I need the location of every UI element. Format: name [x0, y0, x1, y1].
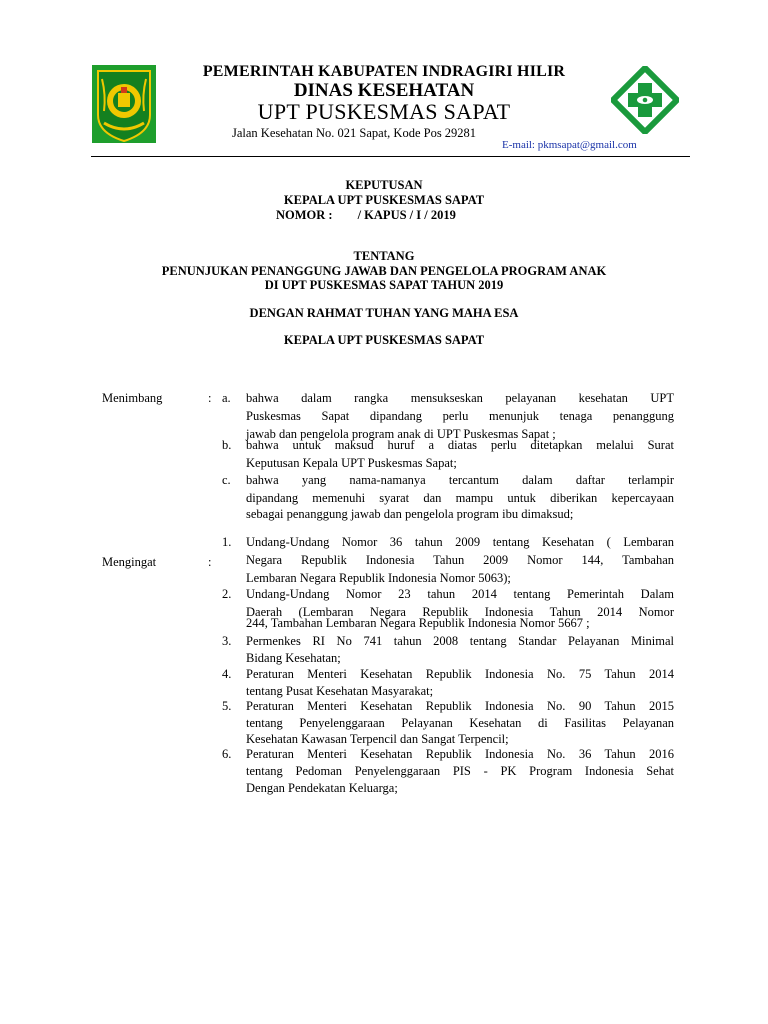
mengingat-item-4-line: Peraturan Menteri Kesehatan Republik Indonesia No. 75 Tahun 2014	[246, 667, 674, 681]
letterhead-email: E-mail: pkmsapat@gmail.com	[502, 139, 637, 151]
menimbang-item-b-mark: b.	[222, 438, 232, 452]
mengingat-item-1-line: Lembaran Negara Republik Indonesia Nomor 5063);	[246, 571, 511, 585]
mengingat-item-5-line: tentang Penyelenggaraan Pelayanan Kesehatan di Fasilitas Pelayanan	[246, 716, 674, 730]
mengingat-item-1-mark: 1.	[222, 535, 232, 549]
mengingat-item-2-line: 244, Tambahan Lembaran Negara Republik Indonesia Nomor 5667 ;	[246, 616, 590, 630]
invocation: DENGAN RAHMAT TUHAN YANG MAHA ESA	[249, 306, 519, 320]
mengingat-item-4-mark: 4.	[222, 667, 232, 681]
menimbang-item-c-line: dipandang memenuhi syarat dan mampu untuk diberikan kepercayaan	[246, 491, 674, 505]
authority-heading: KEPALA UPT PUSKESMAS SAPAT	[283, 333, 485, 347]
menimbang-item-c-line: bahwa yang nama-namanya tercantum dalam daftar terlampir	[246, 473, 674, 487]
mengingat-item-2-line: Daerah (Lembaran Negara Republik Indonesia Tahun 2014 Nomor	[246, 605, 674, 619]
menimbang-label: Menimbang	[102, 391, 163, 405]
mengingat-item-3-mark: 3.	[222, 634, 232, 648]
mengingat-item-3-line: Permenkes RI No 741 tahun 2008 tentang Standar Pelayanan Minimal	[246, 634, 674, 648]
about-heading: TENTANG	[353, 249, 415, 263]
menimbang-colon: :	[208, 391, 212, 405]
decree-number: NOMOR : / KAPUS / I / 2019	[276, 208, 456, 222]
letterhead-unit: UPT PUSKESMAS SAPAT	[257, 99, 511, 124]
menimbang-item-a-line: Puskesmas Sapat dipandang perlu menunjuk tenaga penanggung	[246, 409, 674, 423]
letterhead-government: PEMERINTAH KABUPATEN INDRAGIRI HILIR	[202, 63, 566, 80]
menimbang-item-a-line: jawab dan pengelola program anak di UPT Puskesmas Sapat ;	[246, 427, 556, 441]
mengingat-colon: :	[208, 555, 212, 569]
mengingat-item-6-mark: 6.	[222, 747, 232, 761]
menimbang-item-a-mark: a.	[222, 391, 231, 405]
mengingat-item-2-line: Undang-Undang Nomor 23 tahun 2014 tentang Pemerintah Dalam	[246, 587, 674, 601]
mengingat-item-6-line: tentang Pedoman Penyelenggaraan PIS - PK Program Indonesia Sehat	[246, 764, 674, 778]
mengingat-item-5-line: Kesehatan Kawasan Terpencil dan Sangat Terpencil;	[246, 732, 509, 746]
letterhead-agency: DINAS KESEHATAN	[293, 80, 475, 101]
mengingat-item-5-line: Peraturan Menteri Kesehatan Republik Indonesia No. 90 Tahun 2015	[246, 699, 674, 713]
mengingat-item-2-mark: 2.	[222, 587, 232, 601]
decree-issuer: KEPALA UPT PUSKESMAS SAPAT	[283, 193, 485, 207]
mengingat-item-1-line: Negara Republik Indonesia Tahun 2009 Nomor 144, Tambahan	[246, 553, 674, 567]
mengingat-item-4-line: tentang Pusat Kesehatan Masyarakat;	[246, 684, 434, 698]
subject-line-2: DI UPT PUSKESMAS SAPAT TAHUN 2019	[264, 278, 504, 292]
menimbang-item-c-line: sebagai penanggung jawab dan pengelola program ibu dimaksud;	[246, 507, 574, 521]
letterhead-divider	[91, 156, 690, 157]
subject-line-1: PENUNJUKAN PENANGGUNG JAWAB DAN PENGELOLA PROGRAM ANAK	[161, 264, 607, 278]
menimbang-item-b-line: Keputusan Kepala UPT Puskesmas Sapat;	[246, 456, 457, 470]
mengingat-item-3-line: Bidang Kesehatan;	[246, 651, 341, 665]
menimbang-item-c-mark: c.	[222, 473, 231, 487]
menimbang-item-b-line: bahwa untuk maksud huruf a diatas perlu ditetapkan melalui Surat	[246, 438, 674, 452]
mengingat-item-6-line: Dengan Pendekatan Keluarga;	[246, 781, 398, 795]
letterhead-address: Jalan Kesehatan No. 021 Sapat, Kode Pos 29281	[232, 126, 477, 140]
mengingat-item-1-line: Undang-Undang Nomor 36 tahun 2009 tentang Kesehatan ( Lembaran	[246, 535, 674, 549]
menimbang-item-a-line: bahwa dalam rangka mensukseskan pelayanan kesehatan UPT	[246, 391, 674, 405]
mengingat-item-6-line: Peraturan Menteri Kesehatan Republik Indonesia No. 36 Tahun 2016	[246, 747, 674, 761]
decree-title: KEPUTUSAN	[345, 178, 423, 192]
mengingat-item-5-mark: 5.	[222, 699, 232, 713]
mengingat-label: Mengingat	[102, 555, 157, 569]
